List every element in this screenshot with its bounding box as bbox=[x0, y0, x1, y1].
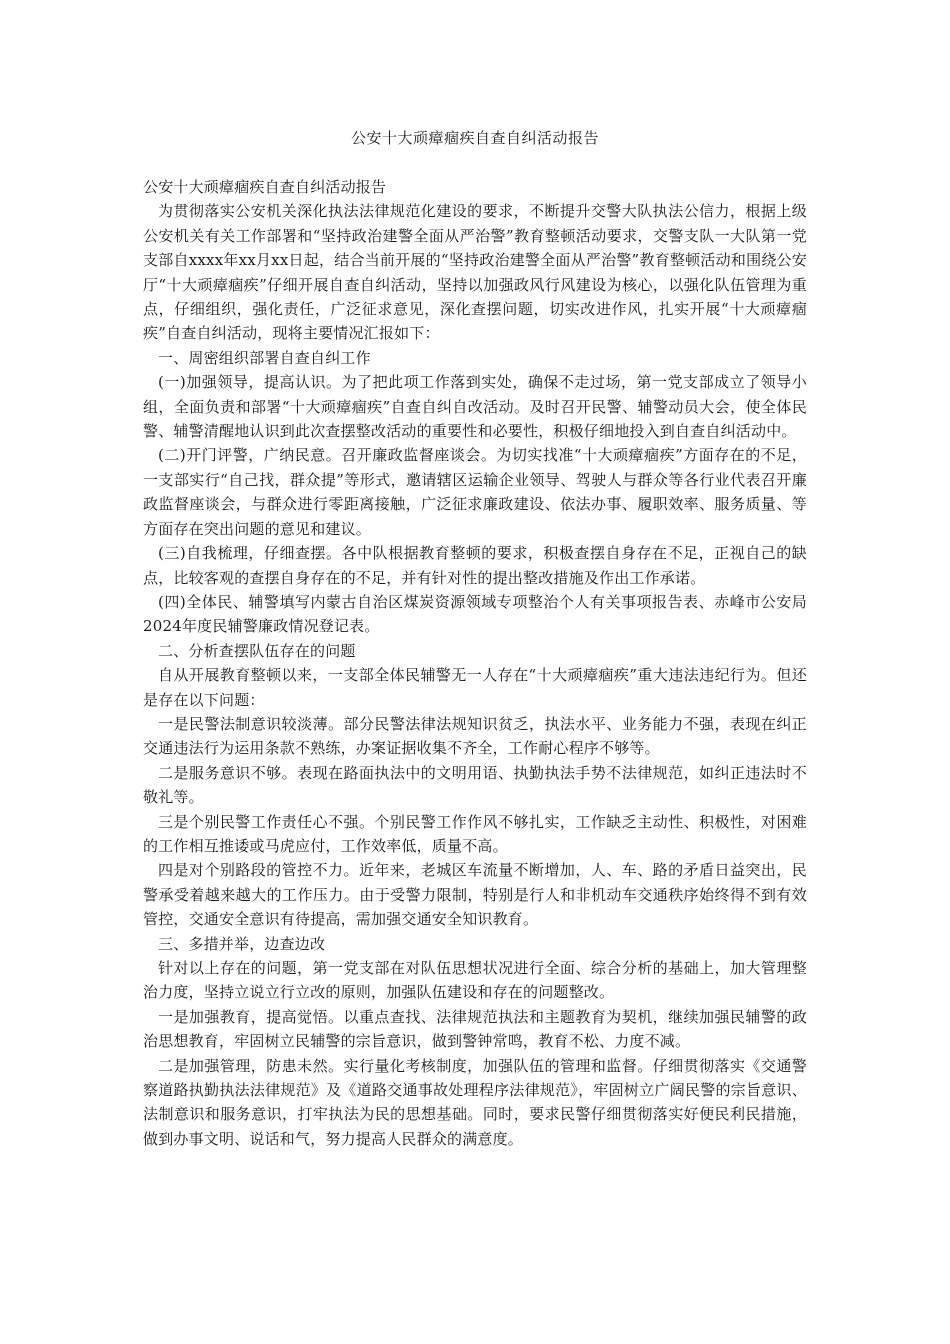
paragraph-2-intro: 自从开展教育整顿以来，一支部全体民辅警无一人存在“十大顽瘴痼疾”重大违法违纪行为。但还是存在以下问题： bbox=[143, 666, 807, 709]
paragraph-1-1: (一)加强领导，提高认识。为了把此项工作落到实处，确保不走过场，第一党支部成立了领导小组，全面负责和部署“十大顽瘴痼疾”自查自纠自改活动。及时召开民警、辅警动员大会，使全体民警、辅警清醒地认识到此次查摆整改活动的重要性和必要性，积极仔细地投入到自查自纠活动中。 bbox=[143, 373, 807, 441]
paragraph-2-4: 四是对个别路段的管控不力。近年来，老城区车流量不断增加，人、车、路的矛盾日益突出，民警承受着越来越大的工作压力。由于受警力限制，特别是行人和非机动车交通秩序始终得不到有效管控，交通安全意识有待提高，需加强交通安全知识教育。 bbox=[143, 861, 807, 929]
body-subtitle: 公安十大顽瘴痼疾自查自纠活动报告 bbox=[143, 178, 387, 196]
paragraph-3-2: 二是加强管理，防患未然。实行量化考核制度，加强队伍的管理和监督。仔细贯彻落实《交通警察道路执勤执法法律规范》及《道路交通事故处理程序法律规范》，牢固树立广阔民警的宗旨意识、法制意识和服务意识，打牢执法为民的思想基础。同时，要求民警仔细贯彻落实好便民利民措施，做到办事文明、说话和气，努力提高人民群众的满意度。 bbox=[143, 1056, 807, 1148]
document-title: 公安十大顽瘴痼疾自查自纠活动报告 bbox=[350, 129, 599, 147]
paragraph-2-1: 一是民警法制意识较淡薄。部分民警法律法规知识贫乏，执法水平、业务能力不强，表现在纠正交通违法行为运用条款不熟练，办案证据收集不齐全，工作耐心程序不够等。 bbox=[143, 714, 807, 758]
paragraph-intro: 为贯彻落实公安机关深化执法法律规范化建设的要求，不断提升交警大队执法公信力，根据上级公安机关有关工作部署和“坚持政治建警全面从严治警”教育整顿活动要求，交警支队一大队第一党支部自xxxx年xx月xx日起，结合当前开展的“坚持政治建警全面从严治警”教育整顿活动和围绕公安厅“十大顽瘴痼疾”仔细开展自查自纠活动，坚持以加强政风行风建设为核心，以强化队伍管理为重点，仔细组织，强化责任，广泛征求意见，深化查摆问题，切实改进作风，扎实开展“十大顽瘴痼疾”自查自纠活动，现将主要情况汇报如下： bbox=[143, 202, 807, 343]
section-heading-3: 三、多措并举，边查边改 bbox=[158, 934, 326, 953]
paragraph-3-1: 一是加强教育，提高觉悟。以重点查找、法律规范执法和主题教育为契机，继续加强民辅警的政治思想教育，牢固树立民辅警的宗旨意识，做到警钟常鸣，教育不松、力度不减。 bbox=[143, 1007, 807, 1051]
document-body bbox=[143, 175, 807, 1151]
paragraph-2-3: 三是个别民警工作责任心不强。个别民警工作作风不够扎实，工作缺乏主动性、积极性，对困难的工作相互推诿或马虎应付，工作效率低，质量不高。 bbox=[143, 812, 807, 855]
paragraph-1-2: (二)开门评警，广纳民意。召开廉政监督座谈会。为切实找准“十大顽瘴痼疾”方面存在的不足，一支部实行“自己找，群众提”等形式，邀请辖区运输企业领导、驾驶人与群众等各行业代表召开廉政监督座谈会，与群众进行零距离接触，广泛征求廉政建设、依法办事、履职效率、服务质量、等方面存在突出问题的意见和建议。 bbox=[143, 446, 807, 538]
section-heading-1: 一、周密组织部署自查自纠工作 bbox=[158, 348, 371, 367]
paragraph-1-4: (四)全体民、辅警填写内蒙古自治区煤炭资源领域专项整治个人有关事项报告表、赤峰市公安局2024年度民辅警廉政情况登记表。 bbox=[143, 592, 807, 636]
paragraph-2-2: 二是服务意识不够。表现在路面执法中的文明用语、执勤执法手势不法律规范，如纠正违法时不敬礼等。 bbox=[143, 763, 807, 807]
paragraph-3-intro: 针对以上存在的问题，第一党支部在对队伍思想状况进行全面、综合分析的基础上，加大管理整治力度，坚持立说立行立改的原则，加强队伍建设和存在的问题整改。 bbox=[143, 959, 807, 1002]
section-heading-2: 二、分析查摆队伍存在的问题 bbox=[158, 641, 356, 660]
paragraph-1-3: (三)自我梳理，仔细查摆。各中队根据教育整顿的要求，积极查摆自身存在不足，正视自己的缺点，比较客观的查摆自身存在的不足，并有针对性的提出整改措施及作出工作承诺。 bbox=[143, 544, 807, 587]
